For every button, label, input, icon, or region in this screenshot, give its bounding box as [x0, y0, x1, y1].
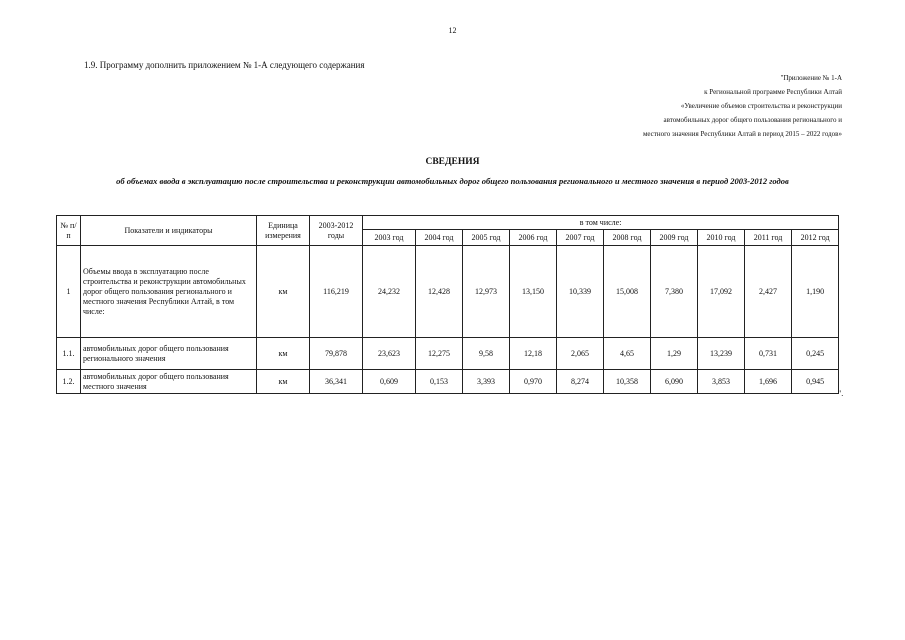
- row-value: 13,150: [510, 246, 557, 338]
- header-year: 2009 год: [651, 230, 698, 246]
- row-value: 12,428: [416, 246, 463, 338]
- row-total: 116,219: [310, 246, 363, 338]
- row-value: 15,008: [604, 246, 651, 338]
- header-year: 2006 год: [510, 230, 557, 246]
- appendix-line: автомобильных дорог общего пользования регионального и: [663, 116, 842, 124]
- header-indicator: Показатели и индикаторы: [81, 216, 257, 246]
- row-value: 8,274: [557, 370, 604, 394]
- row-value: 3,853: [698, 370, 745, 394]
- row-value: 0,153: [416, 370, 463, 394]
- row-value: 24,232: [363, 246, 416, 338]
- row-value: 3,393: [463, 370, 510, 394]
- header-year: 2004 год: [416, 230, 463, 246]
- table-row: [57, 370, 839, 394]
- row-value: 0,731: [745, 338, 792, 370]
- row-value: 1,696: [745, 370, 792, 394]
- row-value: 0,945: [792, 370, 839, 394]
- row-num: 1: [57, 246, 81, 338]
- row-num: 1.1.: [57, 338, 81, 370]
- header-year: 2007 год: [557, 230, 604, 246]
- row-total: 79,878: [310, 338, 363, 370]
- header-num: № п/п: [57, 216, 81, 246]
- appendix-line: местного значения Республики Алтай в период 2015 – 2022 годов»: [642, 130, 842, 138]
- row-value: 4,65: [604, 338, 651, 370]
- page-number: 12: [448, 26, 457, 35]
- row-value: 12,973: [463, 246, 510, 338]
- appendix-line: к Региональной программе Республики Алтай: [704, 88, 842, 96]
- row-value: 9,58: [463, 338, 510, 370]
- row-unit: км: [257, 338, 310, 370]
- appendix-header: [482, 71, 842, 141]
- row-value: 1,29: [651, 338, 698, 370]
- header-year: 2003 год: [363, 230, 416, 246]
- table-row: [57, 246, 839, 338]
- document-title: СВЕДЕНИЯ: [425, 157, 480, 167]
- row-num: 1.2.: [57, 370, 81, 394]
- header-year: 2008 год: [604, 230, 651, 246]
- row-value: 10,358: [604, 370, 651, 394]
- row-value: 0,245: [792, 338, 839, 370]
- intro-text: 1.9. Программу дополнить приложением № 1-А следующего содержания: [84, 60, 365, 70]
- row-indicator: автомобильных дорог общего пользования регионального значения: [81, 338, 257, 370]
- appendix-line: "Приложение № 1-А: [780, 74, 842, 82]
- data-table: [56, 215, 839, 394]
- row-unit: км: [257, 370, 310, 394]
- row-value: 6,090: [651, 370, 698, 394]
- header-including: в том числе:: [363, 216, 839, 230]
- header-total: 2003-2012 годы: [310, 216, 363, 246]
- row-value: 2,065: [557, 338, 604, 370]
- row-value: 0,609: [363, 370, 416, 394]
- appendix-line: «Увеличение объемов строительства и реконструкции: [680, 102, 842, 110]
- row-value: 23,623: [363, 338, 416, 370]
- header-year: 2005 год: [463, 230, 510, 246]
- closing-quote-mark: ".: [838, 389, 844, 398]
- row-unit: км: [257, 246, 310, 338]
- row-total: 36,341: [310, 370, 363, 394]
- table-row: [57, 338, 839, 370]
- row-indicator: Объемы ввода в эксплуатацию после строительства и реконструкции автомобильных дорог общего пользования регионального и местного значения Республики Алтай, в том числе:: [81, 246, 257, 338]
- row-value: 7,380: [651, 246, 698, 338]
- row-value: 13,239: [698, 338, 745, 370]
- header-year: 2012 год: [792, 230, 839, 246]
- header-year: 2010 год: [698, 230, 745, 246]
- row-indicator: автомобильных дорог общего пользования местного значения: [81, 370, 257, 394]
- row-value: 17,092: [698, 246, 745, 338]
- document-subtitle: об объемах ввода в эксплуатацию после строительства и реконструкции автомобильных дорог общего пользования регионального и местного значения в период 2003-2012 годов: [116, 176, 789, 186]
- row-value: 2,427: [745, 246, 792, 338]
- row-value: 12,18: [510, 338, 557, 370]
- row-value: 12,275: [416, 338, 463, 370]
- row-value: 10,339: [557, 246, 604, 338]
- row-value: 0,970: [510, 370, 557, 394]
- header-year: 2011 год: [745, 230, 792, 246]
- header-unit: Единица измерения: [257, 216, 310, 246]
- row-value: 1,190: [792, 246, 839, 338]
